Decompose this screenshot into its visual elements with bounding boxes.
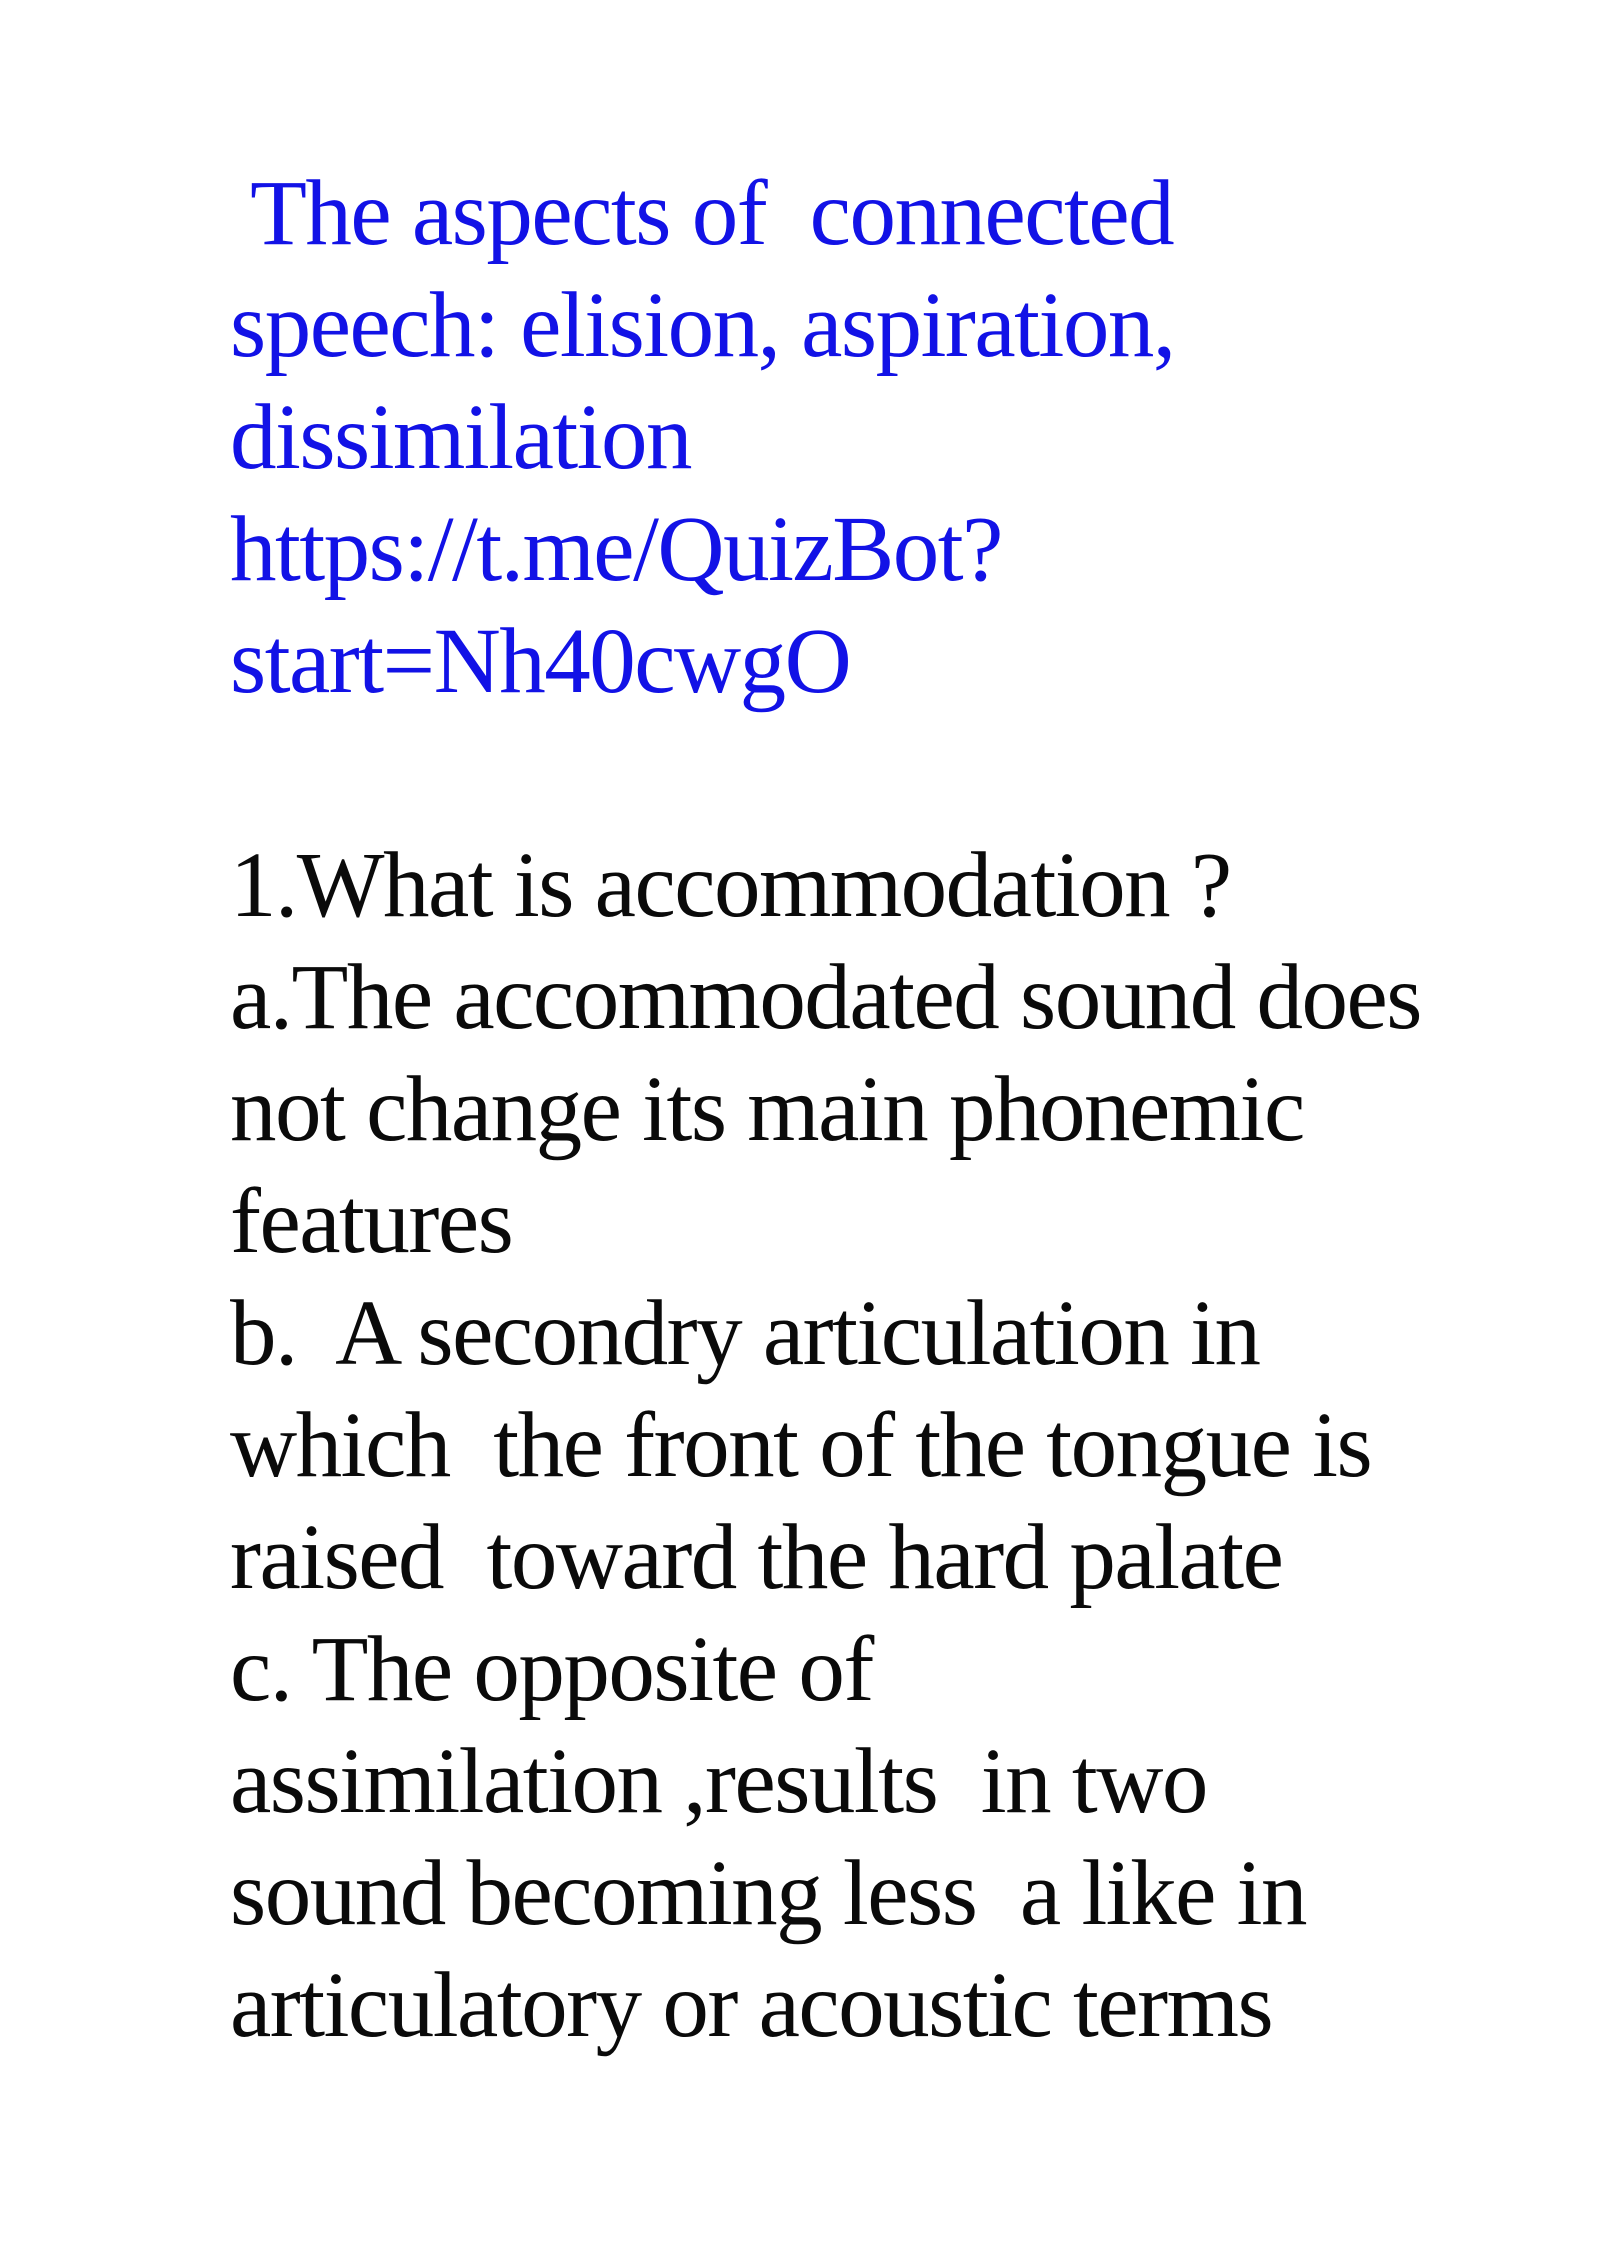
question-block xyxy=(230,830,1530,2062)
option-a-line-1: a.The accommodated sound does xyxy=(230,946,1421,1049)
document-title xyxy=(230,158,1530,718)
spacer xyxy=(230,718,1530,830)
option-c-line-2: assimilation ,results in two xyxy=(230,1730,1207,1833)
option-a xyxy=(230,942,1530,1278)
page-content xyxy=(230,158,1530,2062)
quizbot-link-line-2[interactable]: start=Nh40cwgO xyxy=(230,610,851,713)
option-c-line-1: c. The opposite of xyxy=(230,1618,873,1721)
option-b-line-2: which the front of the tongue is xyxy=(230,1394,1372,1497)
title-line-2: speech: elision, aspiration, xyxy=(230,274,1175,377)
option-c xyxy=(230,1614,1530,2062)
option-b-line-1: b. A secondry articulation in xyxy=(230,1282,1260,1385)
question-stem: 1.What is accommodation ? xyxy=(230,834,1231,937)
quizbot-link-line-1[interactable]: https://t.me/QuizBot? xyxy=(230,498,1002,601)
option-a-line-3: features xyxy=(230,1170,513,1273)
option-b-line-3: raised toward the hard palate xyxy=(230,1506,1283,1609)
title-line-1: The aspects of connected xyxy=(230,162,1174,265)
title-line-3: dissimilation xyxy=(230,386,692,489)
option-b xyxy=(230,1278,1530,1614)
option-c-line-4: articulatory or acoustic terms xyxy=(230,1954,1273,2057)
option-a-line-2: not change its main phonemic xyxy=(230,1058,1304,1161)
option-c-line-3: sound becoming less a like in xyxy=(230,1842,1306,1945)
